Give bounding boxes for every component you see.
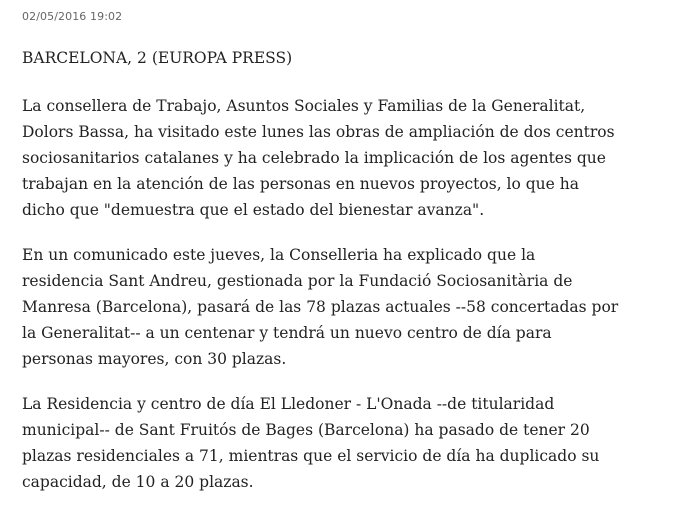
article-paragraph-2 — [22, 242, 682, 372]
paragraph-line: la Generalitat-- a un centenar y tendrá un nuevo centro de día para — [22, 324, 552, 342]
paragraph-line: municipal-- de Sant Fruitós de Bages (Barcelona) ha pasado de tener 20 — [22, 421, 590, 439]
paragraph-line: personas mayores, con 30 plazas. — [22, 350, 287, 368]
paragraph-line: sociosanitarios catalanes y ha celebrado la implicación de los agentes que — [22, 149, 606, 167]
paragraph-line: capacidad, de 10 a 20 plazas. — [22, 473, 254, 491]
paragraph-line: trabajan en la atención de las personas en nuevos proyectos, lo que ha — [22, 175, 579, 193]
paragraph-line: La consellera de Trabajo, Asuntos Sociales y Familias de la Generalitat, — [22, 97, 586, 115]
paragraph-line: La Residencia y centro de día El Lledoner - L'Onada --de titularidad — [22, 395, 555, 413]
article-timestamp: 02/05/2016 19:02 — [22, 10, 123, 23]
paragraph-line: En un comunicado este jueves, la Conselleria ha explicado que la — [22, 246, 536, 264]
article-paragraph-1 — [22, 93, 682, 223]
paragraph-line: Manresa (Barcelona), pasará de las 78 plazas actuales --58 concertadas por — [22, 298, 619, 316]
paragraph-line: Dolors Bassa, ha visitado este lunes las obras de ampliación de dos centros — [22, 123, 615, 141]
paragraph-line: dicho que "demuestra que el estado del bienestar avanza". — [22, 201, 485, 219]
article-paragraph-3 — [22, 391, 682, 495]
article-dateline: BARCELONA, 2 (EUROPA PRESS) — [22, 49, 293, 67]
paragraph-line: residencia Sant Andreu, gestionada por la Fundació Sociosanitària de — [22, 272, 573, 290]
paragraph-line: plazas residenciales a 71, mientras que el servicio de día ha duplicado su — [22, 447, 600, 465]
